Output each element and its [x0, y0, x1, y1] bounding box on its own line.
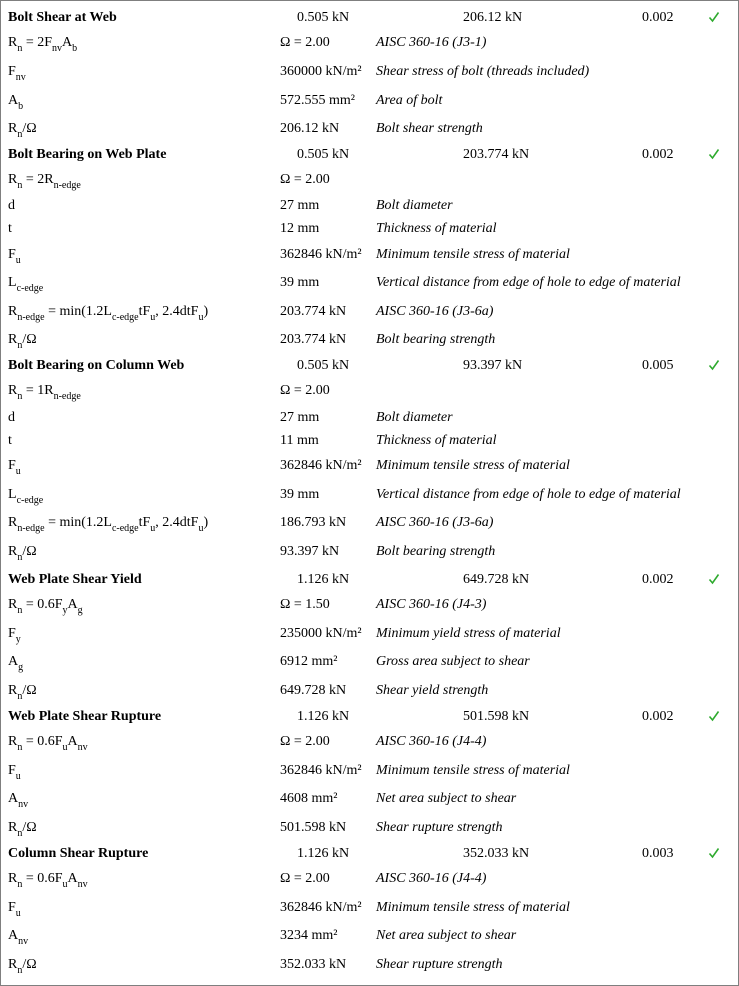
parameter-description: Thickness of material [376, 221, 497, 236]
parameter-value: 501.598 kN [280, 820, 347, 835]
parameter-value: 206.12 kN [280, 121, 340, 136]
parameter-value: 352.033 kN [280, 957, 347, 972]
parameter-symbol: $R_{n-edge} = \min(1.2L_{c-edge}tF_u$, 2.4dtF$_u$) [8, 515, 209, 534]
parameter-description: Shear rupture strength [376, 820, 503, 835]
parameter-value: 6912 mm² [280, 654, 338, 669]
parameter-symbol: d [8, 410, 15, 425]
section-title: Web Plate Shear Rupture [8, 709, 162, 724]
formula-expression: $R_n = 2R_{n-edge}$ [8, 172, 81, 191]
parameter-description: Minimum tensile stress of material [376, 763, 570, 778]
parameter-description: Bolt diameter [376, 410, 453, 425]
omega-value: Ω = 2.00 [280, 383, 330, 398]
parameter-symbol: $L_{c-edge}$ [8, 275, 44, 294]
parameter-value: 235000 kN/m² [280, 626, 362, 641]
omega-value: Ω = 2.00 [280, 172, 330, 187]
ratio-value: 0.005 [642, 358, 674, 373]
parameter-description: Bolt bearing strength [376, 332, 496, 347]
check-icon [708, 710, 720, 722]
parameter-symbol: $F_u$ [8, 900, 21, 919]
check-icon [708, 573, 720, 585]
parameter-value: 11 mm [280, 433, 319, 448]
parameter-value: 186.793 kN [280, 515, 347, 530]
parameter-value: 362846 kN/m² [280, 763, 362, 778]
demand-value: 1.126 kN [297, 572, 350, 587]
parameter-description: AISC 360-16 (J3-6a) [376, 304, 494, 319]
parameter-description: Gross area subject to shear [376, 654, 530, 669]
ratio-value: 0.003 [642, 846, 674, 861]
check-icon [708, 11, 720, 23]
demand-value: 0.505 kN [297, 147, 350, 162]
code-reference: AISC 360-16 (J4-3) [376, 597, 487, 612]
parameter-value: 3234 mm² [280, 928, 338, 943]
parameter-value: 39 mm [280, 487, 320, 502]
parameter-symbol: $A_{nv}$ [8, 791, 29, 810]
parameter-value: 12 mm [280, 221, 320, 236]
parameter-symbol: $F_u$ [8, 763, 21, 782]
capacity-value: 649.728 kN [463, 572, 530, 587]
formula-expression: $R_n = 0.6F_uA_{nv}$ [8, 734, 88, 753]
parameter-description: Shear yield strength [376, 683, 489, 698]
formula-expression: $R_n = 0.6F_uA_{nv}$ [8, 871, 88, 890]
parameter-symbol: $R_n/\Omega$ [8, 957, 37, 976]
omega-value: Ω = 2.00 [280, 871, 330, 886]
capacity-value: 93.397 kN [463, 358, 523, 373]
parameter-value: 649.728 kN [280, 683, 347, 698]
parameter-symbol: $F_{nv}$ [8, 64, 26, 83]
section-title: Column Shear Rupture [8, 846, 149, 861]
section-title: Bolt Shear at Web [8, 10, 117, 25]
parameter-value: 203.774 kN [280, 332, 347, 347]
parameter-description: Minimum tensile stress of material [376, 458, 570, 473]
parameter-symbol: $R_n/\Omega$ [8, 121, 37, 140]
parameter-value: 27 mm [280, 198, 320, 213]
parameter-symbol: $A_g$ [8, 654, 24, 673]
parameter-value: 360000 kN/m² [280, 64, 362, 79]
parameter-description: Shear stress of bolt (threads included) [376, 64, 590, 79]
demand-value: 0.505 kN [297, 358, 350, 373]
parameter-symbol: d [8, 198, 15, 213]
capacity-value: 203.774 kN [463, 147, 530, 162]
check-icon [708, 359, 720, 371]
omega-value: Ω = 2.00 [280, 35, 330, 50]
demand-value: 1.126 kN [297, 846, 350, 861]
ratio-value: 0.002 [642, 709, 674, 724]
parameter-description: Thickness of material [376, 433, 497, 448]
parameter-description: Net area subject to shear [376, 928, 517, 943]
parameter-symbol: $F_y$ [8, 626, 21, 645]
parameter-description: Vertical distance from edge of hole to edge of material [376, 487, 681, 502]
parameter-symbol: $A_{nv}$ [8, 928, 29, 947]
capacity-value: 206.12 kN [463, 10, 523, 25]
parameter-symbol: $F_u$ [8, 247, 21, 266]
parameter-description: AISC 360-16 (J3-6a) [376, 515, 494, 530]
omega-value: Ω = 1.50 [280, 597, 330, 612]
parameter-description: Bolt shear strength [376, 121, 483, 136]
parameter-symbol: t [8, 221, 12, 236]
demand-value: 0.505 kN [297, 10, 350, 25]
parameter-symbol: t [8, 433, 12, 448]
check-icon [708, 148, 720, 160]
parameter-value: 4608 mm² [280, 791, 338, 806]
parameter-symbol: $R_n/\Omega$ [8, 683, 37, 702]
ratio-value: 0.002 [642, 572, 674, 587]
parameter-description: Minimum tensile stress of material [376, 900, 570, 915]
parameter-value: 362846 kN/m² [280, 458, 362, 473]
section-title: Bolt Bearing on Column Web [8, 358, 185, 373]
parameter-value: 27 mm [280, 410, 320, 425]
capacity-value: 352.033 kN [463, 846, 530, 861]
formula-expression: $R_n = 1R_{n-edge}$ [8, 383, 81, 402]
formula-expression: $R_n = 2F_{nv}A_b$ [8, 35, 78, 54]
ratio-value: 0.002 [642, 147, 674, 162]
parameter-value: 39 mm [280, 275, 320, 290]
parameter-value: 362846 kN/m² [280, 247, 362, 262]
demand-value: 1.126 kN [297, 709, 350, 724]
parameter-symbol: $R_{n-edge} = \min(1.2L_{c-edge}tF_u$, 2.4dtF$_u$) [8, 304, 209, 323]
code-reference: AISC 360-16 (J3-1) [376, 35, 487, 50]
parameter-description: Vertical distance from edge of hole to edge of material [376, 275, 681, 290]
section-title: Bolt Bearing on Web Plate [8, 147, 167, 162]
parameter-description: Shear rupture strength [376, 957, 503, 972]
parameter-symbol: $R_n/\Omega$ [8, 544, 37, 563]
parameter-symbol: $L_{c-edge}$ [8, 487, 44, 506]
parameter-symbol: $R_n/\Omega$ [8, 820, 37, 839]
parameter-description: Minimum tensile stress of material [376, 247, 570, 262]
ratio-value: 0.002 [642, 10, 674, 25]
check-icon [708, 847, 720, 859]
parameter-value: 572.555 mm² [280, 93, 355, 108]
section-title: Web Plate Shear Yield [8, 572, 142, 587]
parameter-description: Minimum yield stress of material [376, 626, 561, 641]
parameter-symbol: $R_n/\Omega$ [8, 332, 37, 351]
formula-expression: $R_n = 0.6F_yA_g$ [8, 597, 83, 616]
parameter-symbol: $F_u$ [8, 458, 21, 477]
omega-value: Ω = 2.00 [280, 734, 330, 749]
parameter-description: Net area subject to shear [376, 791, 517, 806]
parameter-description: Bolt bearing strength [376, 544, 496, 559]
parameter-value: 203.774 kN [280, 304, 347, 319]
code-reference: AISC 360-16 (J4-4) [376, 734, 487, 749]
parameter-symbol: $A_b$ [8, 93, 24, 112]
parameter-description: Area of bolt [376, 93, 443, 108]
parameter-description: Bolt diameter [376, 198, 453, 213]
parameter-value: 362846 kN/m² [280, 900, 362, 915]
code-reference: AISC 360-16 (J4-4) [376, 871, 487, 886]
parameter-value: 93.397 kN [280, 544, 340, 559]
capacity-value: 501.598 kN [463, 709, 530, 724]
